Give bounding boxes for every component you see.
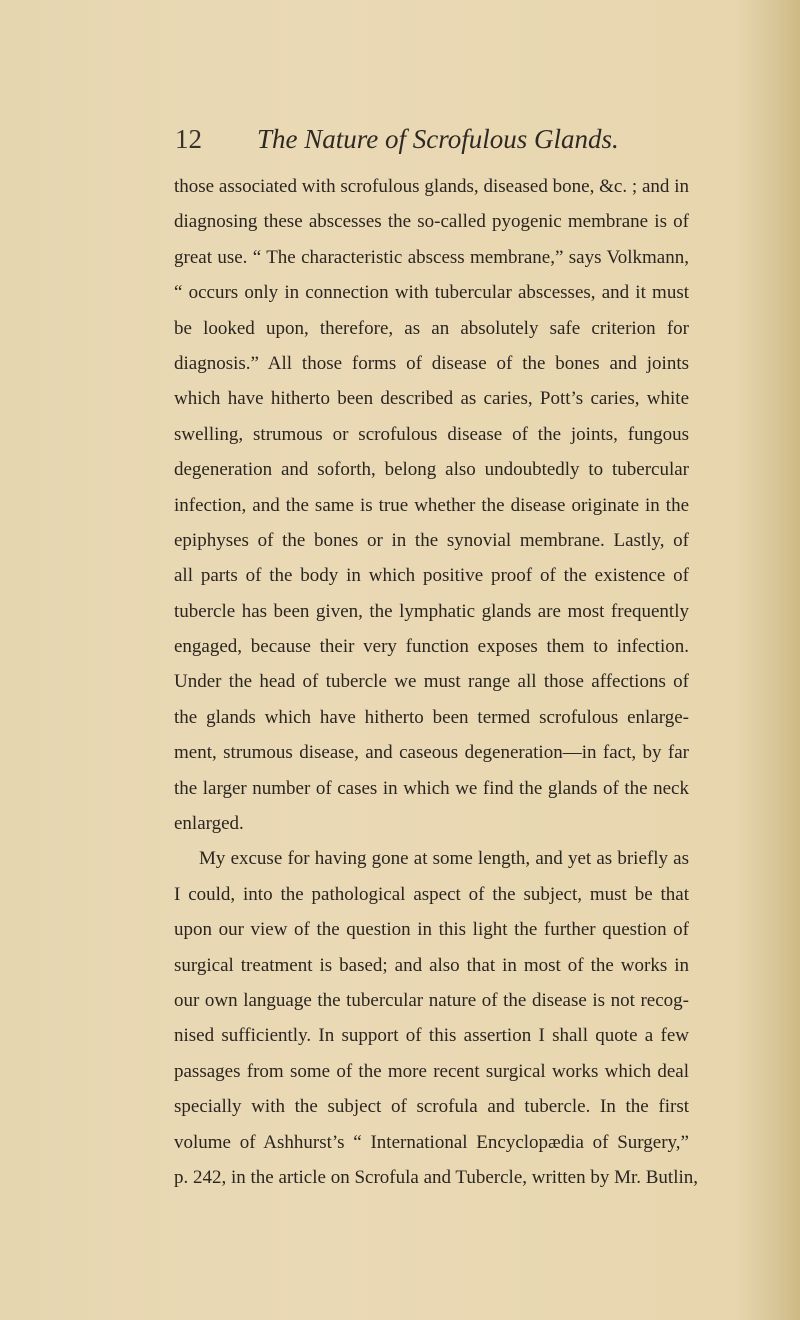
- text-line: passages from some of the more recent surgical works which deal: [174, 1060, 689, 1082]
- text-line: nised sufficiently. In support of this assertion I shall quote a few: [174, 1025, 689, 1047]
- text-line: which have hitherto been described as caries, Pott’s caries, white: [174, 388, 689, 410]
- text-line: I could, into the pathological aspect of the subject, must be that: [174, 883, 689, 905]
- body-text: [174, 169, 699, 1195]
- text-line: those associated with scrofulous glands, diseased bone, &c. ; and in: [174, 176, 689, 197]
- text-line: diagnosing these abscesses the so-called pyogenic membrane is of: [174, 211, 689, 233]
- text-line: “ occurs only in connection with tubercular abscesses, and it must: [174, 282, 689, 304]
- text-line: upon our view of the question in this light the further question of: [174, 919, 689, 941]
- text-line: degeneration and soforth, belong also undoubtedly to tubercular: [174, 459, 689, 481]
- text-line: infection, and the same is true whether the disease originate in the: [174, 494, 689, 516]
- running-title: The Nature of Scrofulous Glands.: [257, 124, 619, 154]
- text-line: be looked upon, therefore, as an absolutely safe criterion for: [174, 317, 689, 339]
- text-line: great use. “ The characteristic abscess membrane,” says Volkmann,: [174, 246, 689, 268]
- text-line: My excuse for having gone at some length, and yet as briefly as: [199, 848, 689, 870]
- text-line: Under the head of tubercle we must range all those affections of: [174, 671, 689, 693]
- text-line: engaged, because their very function exposes them to infection.: [174, 636, 689, 658]
- text-line: our own language the tubercular nature of the disease is not recog-: [174, 989, 689, 1011]
- text-line: swelling, strumous or scrofulous disease of the joints, fungous: [174, 423, 689, 445]
- page-number: 12: [175, 124, 202, 154]
- text-line: p. 242, in the article on Scrofula and Tubercle, written by Mr. Butlin,: [174, 1166, 699, 1188]
- text-line: diagnosis.” All those forms of disease of the bones and joints: [174, 352, 689, 374]
- running-head: [0, 124, 800, 164]
- text-line: all parts of the body in which positive proof of the existence of: [174, 565, 689, 587]
- text-line: tubercle has been given, the lymphatic glands are most frequently: [174, 600, 689, 622]
- text-line: specially with the subject of scrofula and tubercle. In the first: [174, 1096, 689, 1118]
- text-line: volume of Ashhurst’s “ International Encyclopædia of Surgery,”: [174, 1131, 689, 1153]
- text-line: ment, strumous disease, and caseous degeneration—in fact, by far: [174, 742, 689, 764]
- text-line: epiphyses of the bones or in the synovial membrane. Lastly, of: [174, 529, 689, 551]
- text-line: the larger number of cases in which we find the glands of the neck: [174, 777, 689, 799]
- text-line: enlarged.: [174, 813, 244, 835]
- text-line: the glands which have hitherto been termed scrofulous enlarge-: [174, 706, 689, 728]
- text-line: surgical treatment is based; and also that in most of the works in: [174, 954, 689, 976]
